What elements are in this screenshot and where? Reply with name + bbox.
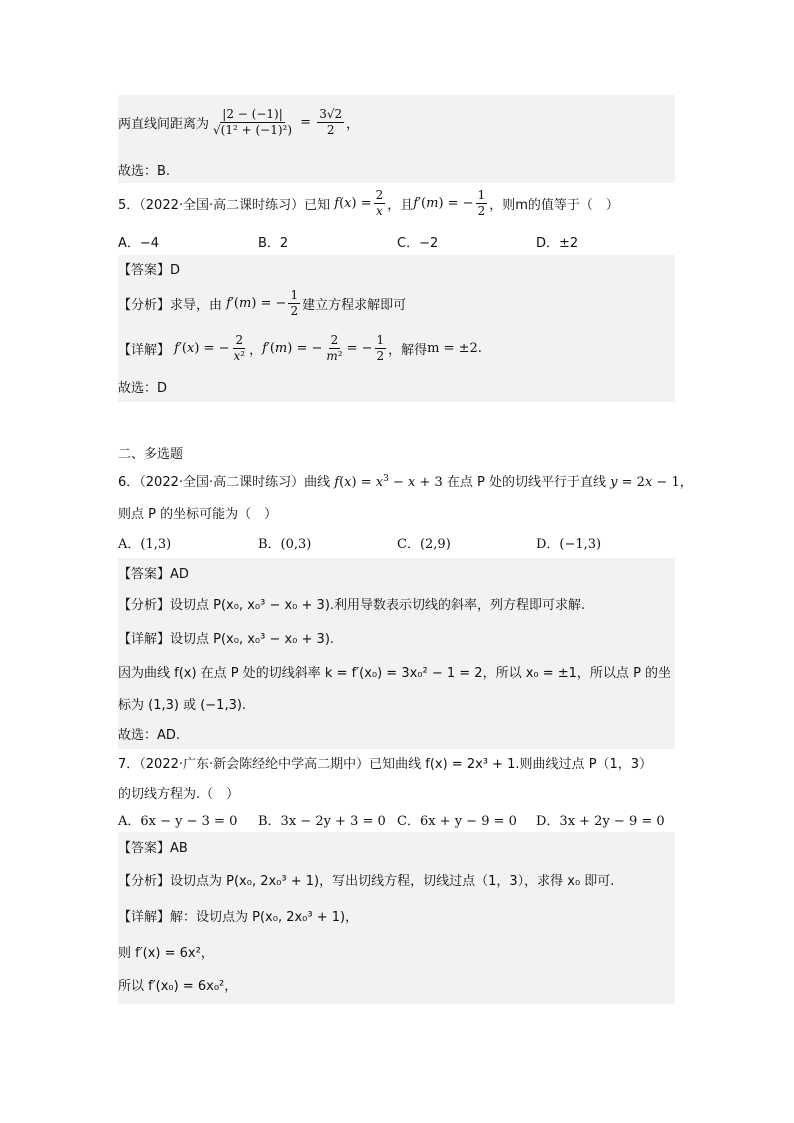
distance-fraction: $\frac{|2 - (-1)|}{\text{√(1² + (−1)²)}}$ [213, 106, 293, 137]
q6-option-a[interactable]: A．(1,3) [118, 537, 172, 552]
q5-option-c[interactable]: C．−2 [397, 236, 439, 251]
q6-choose: 故选：AD. [118, 728, 181, 743]
q5-detail: 【详解】 f ′( x ) = − $\frac{2}{\text{x²}}$ ， f ′( m ) = − $\frac{2}{\text{m²}}$ = − $\frac{1}{2}$ ，解得 m = ±2. [118, 332, 482, 363]
q7-derivative: 则 f′(x) = 6x²， [118, 946, 214, 961]
q5-answer: 【答案】D [118, 263, 181, 278]
q5-option-a[interactable]: A．−4 [118, 236, 160, 251]
q6-answer: 【答案】AD [118, 567, 189, 582]
distance-text: 两直线间距离为 [118, 116, 210, 132]
q6-stem-line2: 则点 P 的坐标可能为（ ） [118, 507, 278, 522]
solution-block-q5 [118, 255, 675, 402]
q7-option-b[interactable]: B．3x − 2y + 3 = 0 [258, 814, 386, 829]
q7-option-c[interactable]: C．6x + y − 9 = 0 [397, 814, 517, 829]
q7-derivative-x0: 所以 f′(x₀) = 6x₀²， [118, 979, 238, 994]
q6-option-b[interactable]: B．(0,3) [258, 537, 312, 552]
q7-answer: 【答案】AB [118, 841, 188, 856]
distance-result: $\frac{3√2}{2}$ [319, 106, 343, 137]
q6-reason-line2: 标为 (1,3) 或 (−1,3). [118, 698, 247, 713]
q5-choose: 故选：D [118, 381, 168, 396]
q6-option-c[interactable]: C．(2,9) [397, 537, 451, 552]
q5-option-d[interactable]: D．±2 [536, 236, 579, 251]
section-title: 二、多选题 [118, 447, 184, 462]
q7-analysis: 【分析】设切点为 P(x₀, 2x₀³ + 1)，写出切线方程，切线过点（1，3），求得 x₀ 即可. [118, 874, 615, 889]
q6-option-d[interactable]: D．(−1,3) [536, 537, 602, 552]
q6-analysis: 【分析】设切点 P(x₀, x₀³ − x₀ + 3).利用导数表示切线的斜率，列方程即可求解. [118, 598, 586, 613]
q7-option-a[interactable]: A．6x − y − 3 = 0 [118, 814, 238, 829]
q5-stem: 5．（2022·全国·高二课时练习）已知 f ( x ) = $\frac{2}{x}$ ，且 f ′( m ) = − $\frac{1}{2}$ ，则m的值等于（ ） [118, 187, 619, 218]
q6-detail: 【详解】设切点 P(x₀, x₀³ − x₀ + 3). [118, 632, 335, 647]
q7-detail: 【详解】解：设切点为 P(x₀, 2x₀³ + 1)， [118, 910, 359, 925]
q7-stem-line1: 7．（2022·广东·新会陈经纶中学高二期中）已知曲线 f(x) = 2x³ + 1.则曲线过点 P（1，3） [118, 757, 653, 772]
solution-block-q6 [118, 558, 675, 749]
q6-reason-line1: 因为曲线 f(x) 在点 P 处的切线斜率 k = f′(x₀) = 3x₀² − 1 = 2，所以 x₀ = ±1，所以点 P 的坐 [118, 666, 672, 681]
q6-stem-line1: 6．（2022·全国·高二课时练习）曲线 $f(x) = x^3 - x + 3$ 在点 P 处的切线平行于直线 y = 2x − 1， [118, 474, 693, 490]
top-choose: 故选：B. [118, 164, 171, 179]
q7-stem-line2: 的切线方程为.（ ） [118, 787, 240, 802]
q5-analysis: 【分析】求导，由 f ′( m ) = − $\frac{1}{2}$ 建立方程求解即可 [118, 287, 407, 318]
q5-option-b[interactable]: B．2 [258, 236, 289, 251]
distance-line: 两直线间距离为 $\frac{|2 - (-1)|}{\text{√(1² + (−1)²)}}$ = $\frac{3√2}{2}$ ， [118, 106, 360, 137]
q7-option-d[interactable]: D．3x + 2y − 9 = 0 [536, 814, 665, 829]
